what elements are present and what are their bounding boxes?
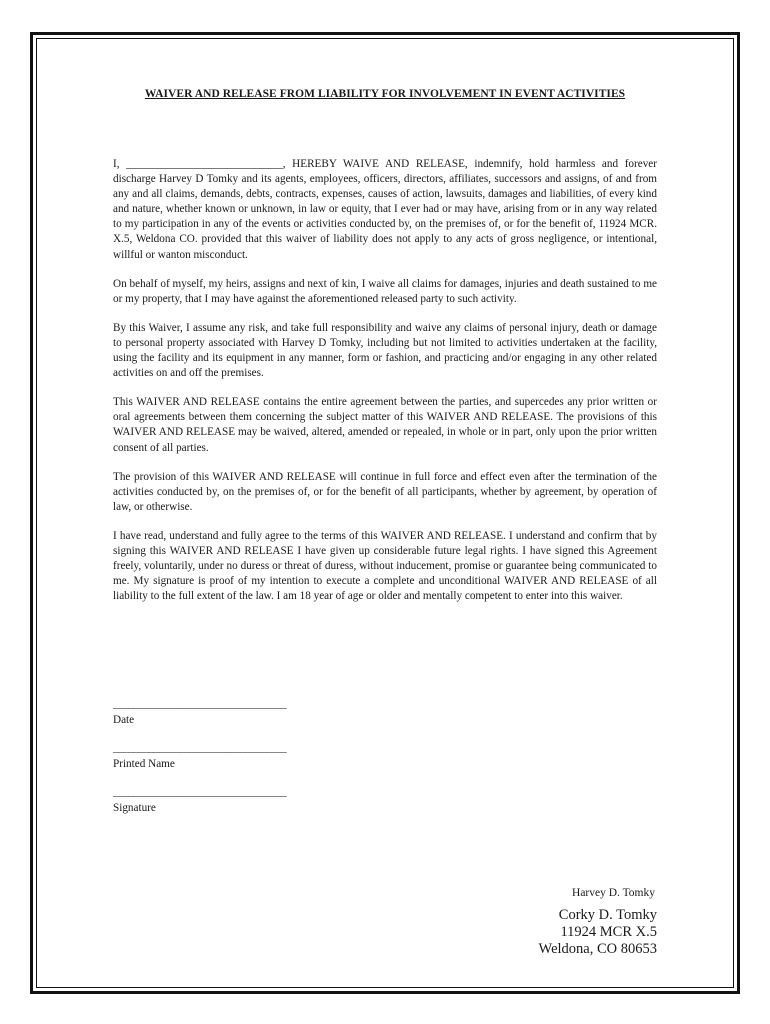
signature-line: __________________________________ (113, 786, 287, 798)
date-line: __________________________________ (113, 698, 287, 710)
signature-field[interactable] (113, 786, 353, 816)
signature-label: Signature (113, 802, 156, 814)
paragraph-continuation: The provision of this WAIVER AND RELEASE will continue in full force and effect even after the termination of the activities conducted by, on the premises of, or for the benefit of all participants, whether by agreement, by operation of law, or otherwise. (113, 470, 657, 513)
date-field[interactable] (113, 698, 353, 728)
date-label: Date (113, 714, 135, 726)
paragraph-waiver-release: I, ____________________________, HEREBY WAIVE AND RELEASE, indemnify, hold harmless and forever discharge Harvey D Tomky and its agents, employees, officers, directors, affiliates, successors and assigns, of and from any and all claims, demands, debts, contracts, expenses, causes of action, lawsuits, damages and liabilities, of every kind and nature, whether known or unknown, in law or equity, that I ever had or may have, arising from or in any way related to my participation in any of the events or activities conducted by, on the premises of, or for the benefit of, 11924 MCR. X.5, Weldona CO. provided that this waiver of liability does not apply to any acts of gross negligence, or intentional, willful or wanton misconduct. (113, 158, 657, 261)
document-body (113, 157, 657, 604)
address-block (539, 907, 657, 958)
paragraph-heirs: On behalf of myself, my heirs, assigns and next of kin, I waive all claims for damages, injuries and death sustained to me or my property, that I may have against the aforementioned released party to such activity. (113, 277, 657, 305)
paragraph-acknowledgement: I have read, understand and fully agree to the terms of this WAIVER AND RELEASE. I understand and confirm that by signing this WAIVER AND RELEASE I have given up considerable future legal rights. I have signed this Agreement freely, voluntarily, under no duress or threat of duress, without inducement, promise or guarantee being communicated to me. My signature is proof of my intention to execute a complete and unconditional WAIVER AND RELEASE of all liability to the full extent of the law. I am 18 year of age or older and mentally competent to enter into this waiver. (113, 529, 657, 603)
signed-name: Harvey D. Tomky (572, 887, 655, 899)
address-street: 11924 MCR X.5 (560, 924, 657, 940)
document-title: WAIVER AND RELEASE FROM LIABILITY FOR INVOLVEMENT IN EVENT ACTIVITIES (144, 88, 626, 100)
address-city: Weldona, CO 80653 (538, 941, 657, 957)
printed-name-label: Printed Name (113, 758, 175, 770)
printed-name-field[interactable] (113, 742, 353, 772)
printed-name-line: __________________________________ (113, 742, 287, 754)
document-content (113, 88, 657, 618)
paragraph-entire-agreement: This WAIVER AND RELEASE contains the entire agreement between the parties, and supercedes any prior written or oral agreements between them concerning the subject matter of this WAIVER AND RELEASE. The provisions of this WAIVER AND RELEASE may be waived, altered, amended or repealed, in whole or in part, only upon the prior written consent of all parties. (113, 396, 657, 454)
address-name: Corky D. Tomky (558, 907, 657, 923)
paragraph-assume-risk: By this Waiver, I assume any risk, and take full responsibility and waive any claims of personal injury, death or damage to personal property associated with Harvey D Tomky, including but not limited to activities undertaken at the facility, using the facility and its equipment in any manner, form or fashion, and practicing and/or engaging in any other related activities on and off the premises. (113, 321, 657, 380)
